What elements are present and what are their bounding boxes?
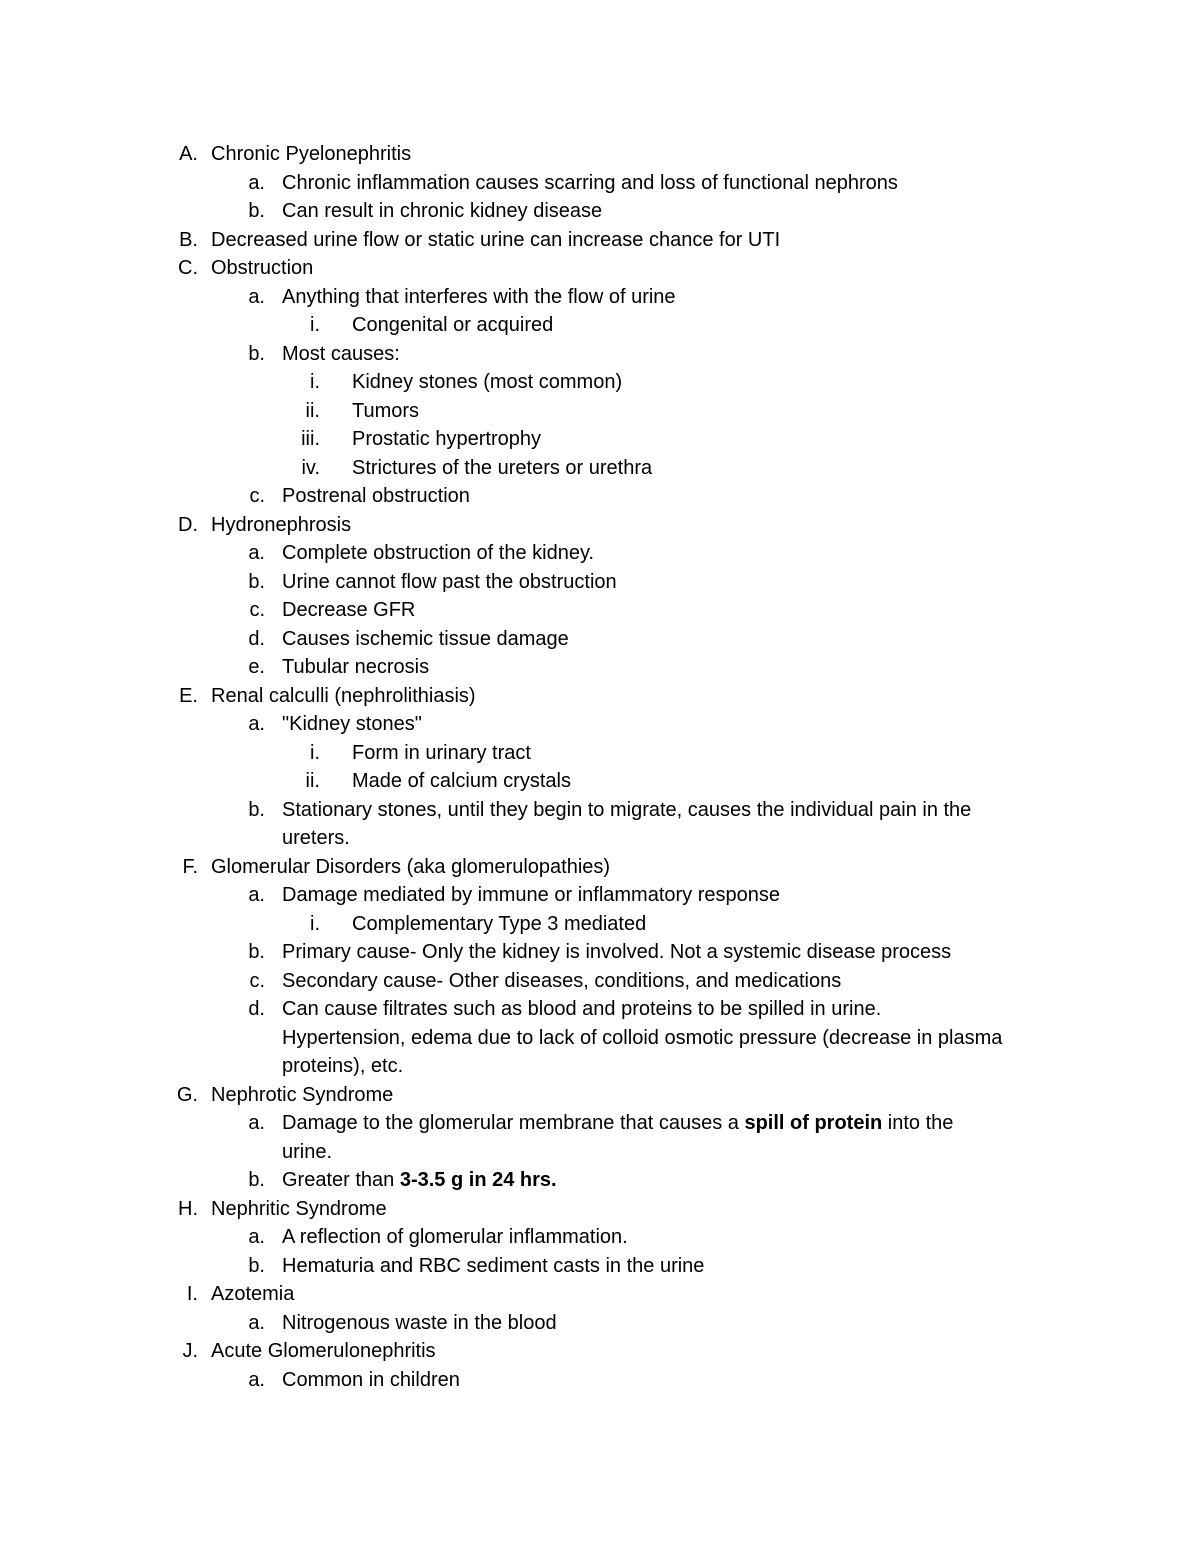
text-run: Damage to the glomerular membrane that causes a [282,1112,745,1134]
text-run: Glomerular Disorders (aka glomerulopathies) [211,855,611,878]
text-run: Acute Glomerulonephritis [211,1340,436,1362]
outline-item-level-2 [0,1223,1200,1252]
list-item-text [282,824,350,853]
outline-item-level-3 [0,454,1200,483]
text-run: into the [882,1112,954,1134]
outline-item-level-2 [0,197,1200,226]
outline-continuation-line [0,1138,1200,1167]
list-item-text [211,682,476,711]
outline-item-level-2 [0,881,1200,910]
text-run: A reflection of glomerular inflammation. [282,1226,628,1248]
list-item-text [282,625,569,654]
list-marker: E. [179,684,198,707]
bold-text: spill of protein [744,1112,883,1134]
list-marker: b. [248,1254,265,1277]
bold-text: 3-3.5 g in 24 hrs. [399,1169,557,1191]
text-run: Complementary Type 3 mediated [352,912,647,935]
list-item-text [282,1166,557,1195]
outline-item-level-1 [0,1081,1200,1110]
text-run: Hydronephrosis [211,513,352,536]
list-item-text [211,254,313,283]
text-run: Can cause filtrates such as blood and proteins to be spilled in urine. [282,998,882,1020]
text-run: Greater than [282,1169,400,1191]
list-marker: b. [248,342,265,365]
list-item-text [282,1223,628,1252]
text-run: Azotemia [211,1283,295,1305]
outline-item-level-2 [0,653,1200,682]
list-marker: i. [310,912,320,935]
text-run: Kidney stones (most common) [352,371,623,393]
list-item-text [352,311,553,340]
text-run: proteins), etc. [282,1055,404,1077]
list-item-text [282,1109,953,1138]
outline-item-level-3 [0,368,1200,397]
text-run: Hypertension, edema due to lack of colloid osmotic pressure (decrease in plasma [282,1026,1003,1049]
list-marker: i. [310,314,320,336]
text-run: Chronic inflammation causes scarring and loss of functional nephrons [282,171,898,194]
text-run: Most causes: [282,342,400,365]
list-item-text [282,539,594,568]
text-run: "Kidney stones" [282,713,422,735]
text-run: Anything that interferes with the flow of urine [282,285,676,308]
list-marker: B. [179,228,198,251]
outline-item-level-2 [0,1166,1200,1195]
list-marker: a. [248,285,265,308]
list-marker: b. [248,941,265,963]
list-item-text [352,397,419,426]
text-run: Causes ischemic tissue damage [282,627,569,650]
list-item-text [282,938,951,967]
list-marker: a. [248,1368,265,1391]
text-run: Damage mediated by immune or inflammatory response [282,884,780,906]
list-item-text [282,1252,704,1281]
outline-continuation-line [0,1024,1200,1053]
list-item-text [352,767,571,796]
text-run: Complete obstruction of the kidney. [282,542,595,564]
text-run: Urine cannot flow past the obstruction [282,570,617,593]
text-run: Congenital or acquired [352,314,554,336]
list-item-text [282,995,881,1024]
outline-item-level-2 [0,995,1200,1024]
text-run: Tubular necrosis [282,656,430,678]
outline-continuation-line [0,824,1200,853]
outline-item-level-2 [0,796,1200,825]
text-run: Common in children [282,1368,460,1391]
list-marker: e. [248,656,265,678]
list-item-text [352,368,622,397]
outline-item-level-3 [0,425,1200,454]
text-run: Nephrotic Syndrome [211,1083,394,1106]
list-marker: d. [248,998,265,1020]
outline-item-level-2 [0,1366,1200,1395]
text-run: Decrease GFR [282,599,416,621]
list-marker: I. [186,1283,198,1305]
outline-item-level-2 [0,340,1200,369]
list-item-text [211,853,610,882]
list-marker: H. [178,1197,198,1220]
outline-item-level-1 [0,226,1200,255]
list-marker: c. [249,599,265,621]
list-item-text [211,1337,436,1366]
outline-item-level-3 [0,397,1200,426]
list-item-text [352,739,531,768]
text-run: ureters. [282,827,350,849]
list-marker: b. [248,570,265,593]
outline-item-level-3 [0,311,1200,340]
list-marker: iv. [301,456,320,479]
list-item-text [282,197,602,226]
text-run: Prostatic hypertrophy [352,428,541,450]
text-run: Hematuria and RBC sediment casts in the urine [282,1254,705,1277]
outline-item-level-3 [0,910,1200,939]
list-marker: c. [249,969,265,992]
list-marker: b. [248,798,265,821]
list-item-text [282,568,617,597]
document-page [0,140,1200,1394]
list-item-text [282,1309,557,1338]
outline-item-level-2 [0,625,1200,654]
list-marker: A. [179,143,198,165]
list-item-text [282,881,780,910]
list-item-text [211,226,780,255]
list-item-text [282,283,676,312]
list-item-text [282,482,470,511]
outline-continuation-line [0,1052,1200,1081]
list-marker: C. [178,257,198,279]
list-item-text [282,1024,1002,1053]
list-item-text [282,596,415,625]
list-marker: a. [248,171,265,194]
list-item-text [282,796,971,825]
text-run: Primary cause- Only the kidney is involved. Not a systemic disease process [282,941,952,963]
outline-item-level-1 [0,254,1200,283]
list-item-text [282,1138,332,1167]
text-run: Tumors [352,399,420,422]
list-item-text [282,653,429,682]
list-item-text [352,454,652,483]
list-marker: J. [182,1340,198,1362]
text-run: Nitrogenous waste in the blood [282,1311,557,1334]
list-item-text [282,340,400,369]
outline-item-level-2 [0,710,1200,739]
outline-item-level-2 [0,1309,1200,1338]
list-item-text [211,140,411,169]
text-run: Decreased urine flow or static urine can increase chance for UTI [211,228,781,251]
list-marker: a. [248,713,265,735]
outline-item-level-2 [0,539,1200,568]
outline-item-level-3 [0,767,1200,796]
text-run: Nephritic Syndrome [211,1197,387,1220]
outline-item-level-2 [0,1252,1200,1281]
text-run: Made of calcium crystals [352,770,571,792]
list-marker: ii. [305,399,320,422]
list-item-text [282,169,898,198]
outline-item-level-2 [0,938,1200,967]
outline-item-level-1 [0,140,1200,169]
text-run: Form in urinary tract [352,741,531,764]
list-item-text [352,910,646,939]
list-marker: d. [248,627,265,650]
outline-item-level-1 [0,1280,1200,1309]
list-marker: D. [178,513,198,536]
list-marker: a. [248,1112,265,1134]
list-item-text [211,1280,294,1309]
list-marker: a. [248,542,265,564]
text-run: Chronic Pyelonephritis [211,143,412,165]
text-run: Secondary cause- Other diseases, conditions, and medications [282,969,842,992]
outline-item-level-2 [0,568,1200,597]
text-run: Can result in chronic kidney disease [282,200,603,222]
outline-item-level-1 [0,1195,1200,1224]
list-item-text [211,1081,393,1110]
list-marker: i. [310,741,320,764]
outline-item-level-1 [0,511,1200,540]
outline-item-level-3 [0,739,1200,768]
outline-item-level-2 [0,1109,1200,1138]
list-item-text [282,710,422,739]
list-item-text [211,1195,387,1224]
text-run: Obstruction [211,257,314,279]
list-item-text [282,1052,403,1081]
list-marker: ii. [305,770,320,792]
outline-item-level-1 [0,1337,1200,1366]
list-marker: b. [248,200,265,222]
list-item-text [211,511,351,540]
text-run: Postrenal obstruction [282,485,470,507]
list-marker: c. [249,485,265,507]
list-marker: b. [248,1169,265,1191]
outline-item-level-1 [0,853,1200,882]
list-item-text [352,425,541,454]
outline-item-level-2 [0,283,1200,312]
outline-item-level-1 [0,682,1200,711]
outline-item-level-2 [0,169,1200,198]
text-run: Stationary stones, until they begin to migrate, causes the individual pain in the [282,798,972,821]
text-run: urine. [282,1140,333,1163]
outline-item-level-2 [0,596,1200,625]
list-item-text [282,967,841,996]
list-marker: G. [176,1083,198,1106]
list-marker: a. [248,1311,265,1334]
list-marker: iii. [301,428,320,450]
outline-item-level-2 [0,482,1200,511]
list-marker: a. [248,884,265,906]
outline-item-level-2 [0,967,1200,996]
text-run: Strictures of the ureters or urethra [352,456,653,479]
text-run: Renal calculli (nephrolithiasis) [211,684,476,707]
list-marker: F. [182,855,198,878]
list-marker: i. [310,371,320,393]
list-marker: a. [248,1226,265,1248]
list-item-text [282,1366,460,1395]
